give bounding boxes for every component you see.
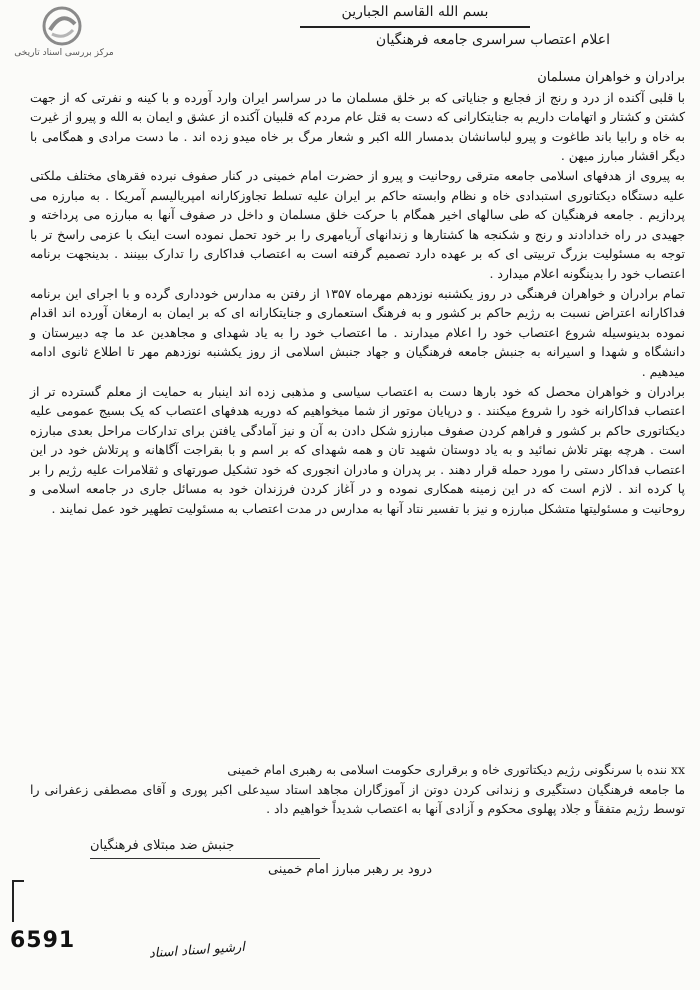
margin-mark (12, 880, 24, 922)
archive-name: مرکز بررسی اسناد تاریخی (14, 48, 114, 58)
document-number: 6591 (10, 928, 76, 953)
handwritten-note: ارشیو اسناد اسناد (148, 939, 246, 962)
paragraph-3: تمام برادران و خواهران فرهنگی در روز یکشنبه نوزدهم مهرماه ۱۳۵۷ از رفتن به مدارس خودداری گرده و با اجرای این برنامه فداکارانه اعتراض نسبت به رژیم حاکم بر کشور و به فرهنگ استعماری و جنایتکارانه ای که بر ایمان به ارمغان آورده اند اقدام نموده بدینوسیله شروع اعتصاب خود را اعلام میدارند . ما اعتصاب خود را به یاد شهدای و مجاهدین عد ما چه دبیرستان و دانشگاه و شهدا و اسیرانه به جنبش جامعه فرهنگیان و جهاد جنبش اسلامی از روز یکشنبه نوزدهم مهر تا اطلاع ثانوی ادامه میدهیم . (30, 285, 685, 379)
archive-logo-icon (42, 6, 82, 46)
paragraph-4: برادران و خواهران محصل که خود بارها دست به اعتصاب سیاسی و مذهبی زده اند اینبار به حمایت از معلم گسترده تر از اعتصاب فداکارانه خود را شروع میکنند . و درپایان موتور از شما میخواهیم که دوریه هدفهای اعتصاب که یک بسیج عمومی علیه دیکتاتوری حاکم بر کشور و فراهم کردن صفوف مبارزو شکل دادن به آن و نیز آمادگی یافتن برای تدارکات مراحل بعدی مبارزه است . هرچه بهتر تلاش نمائید و به یاد دوستان شهید تان و همه شهدای که بر اسم و با بقراجت آگاهانه و پرتلاش خود در این اعتصاب فداکار دستی را مورد حمله قرار دهند . بر پدران و مادران انجوری که خود تشکیل صورتهای و ثقلامرات علیه رژیم را بر پا کرده اند . لازم است که در این زمینه همکاری نموده و در آغاز کردن فرزندان خود به مسائل جاری در جامعه اسلامی و روحانیت و مسئولیتها متشکل مبارزه و نیز با تفسیر نتاد آنها به مدارس در مدت اعتصاب به مسئولیت تطهیر خود عمل نمایند . (30, 383, 685, 517)
letter-lower-section (30, 760, 685, 819)
archive-logo (8, 6, 120, 66)
letter-body (30, 68, 685, 519)
footnote: xx ننده با سرنگونی رژیم دیکتاتوری خاه و برقراری حکومت اسلامی به رهبری امام خمینی (227, 762, 685, 777)
signature: جنبش ضد مبتلای فرهنگیان (90, 838, 235, 853)
paragraph-1: با قلبی آکنده از درد و رنج از فجایع و جنایاتی که بر خلق مسلمان ما در سراسر ایران وارد آورده و با کینه و نفرتی که از جهت کشتن و کشتار و اتهامات داریم به جنایتکارانی که دست به قتل عام مردم که قلبیان آکنده از عشق و ایمان به الله و پیرو از غیرت به خاه و رابیا باند طاغوت و پیرو لباسانشان بدمسار الله اکبر و شعار مرگ بر خاه میدو زده اند . ما دست مرادی و همگامی با دیگر اقشار مبارز میهن . (30, 89, 685, 164)
subject-heading: اعلام اعتصاب سراسری جامعه فرهنگیان (375, 32, 610, 48)
salutation: برادران و خواهران مسلمان (537, 70, 685, 85)
closing-salute: درود بر رهبر مبارز امام خمینی (267, 862, 433, 877)
invocation-heading: بسم الله القاسم الجبارين (300, 4, 530, 28)
demands-paragraph: ما جامعه فرهنگیان دستگیری و زندانی کردن دوتن از آموزگاران مجاهد استاد سیدعلی اکبر پوری و آقای مصطفی زعفرانی را توسط رژیم متفقاً و جلاد پهلوی محکوم و آزادی آنها به اعتصاب شدیداً خواهیم داد . (30, 781, 685, 817)
paragraph-2: به پیروی از هدفهای اسلامی جامعه مترقی روحانیت و پیرو از حضرت امام خمینی در کنار صفوف نبرده فقرهای مختلف ملکتی علیه دستگاه دیکتاتوری استبدادی خاه و نظام وابسته حاکم بر ایران علیه تسلط تجاوزکارانه امپریالیسم آمریکا . به مبارزه می پردازیم . جامعه فرهنگیان که طی سالهای اخیر همگام با حرکت خلق مسلمان و داخل در صفوف آنها به مبارزه می پرداخته و جهیدی در راه خدادادند و رنج و شکنجه ها کشتارها و زندانهای آریامهری را بر خود تحمل نموده است اینک با عزمی راسخ تر با توجه به مسئولیت بزرگ تربیتی ای که بر عهده دارد تصمیم گرفته است به اعتصاب فداکاری را تدارک ببینند . بدینجهت برنامه اعتصاب خود را بدینگونه اعلام میدارد . (30, 167, 685, 281)
signature-underline (90, 858, 320, 859)
